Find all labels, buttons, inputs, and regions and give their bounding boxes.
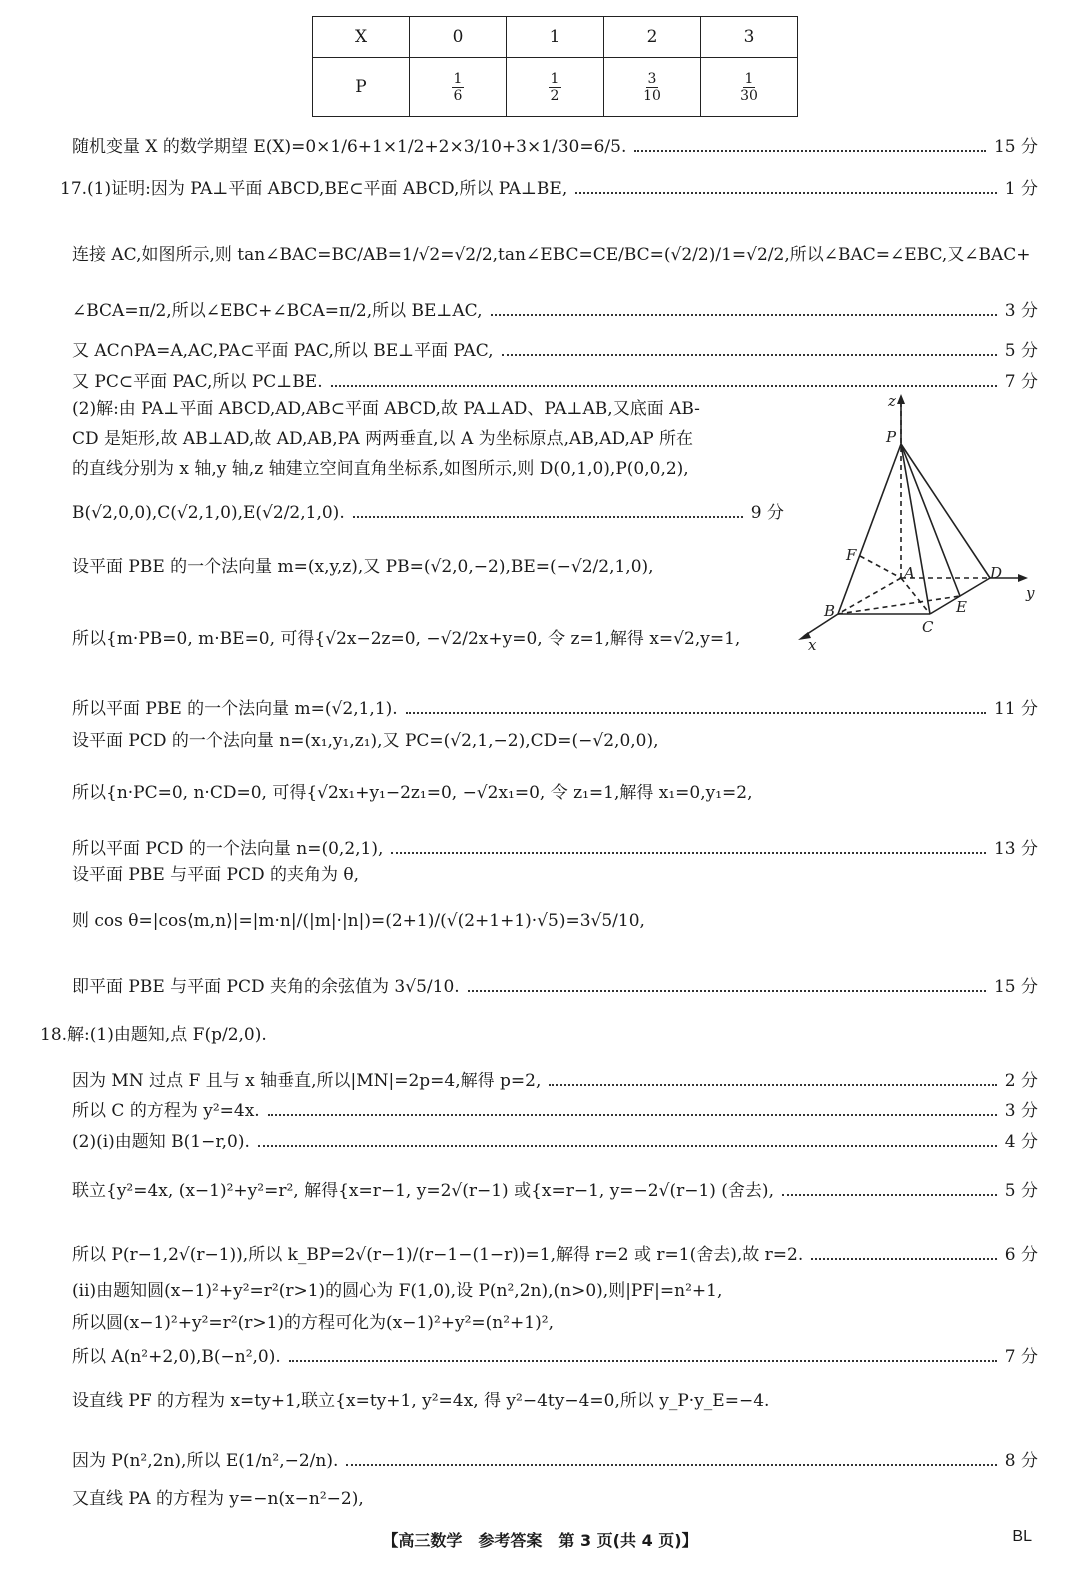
footer-tag: BL: [1012, 1528, 1032, 1545]
answer-line: 联立{y²=4x, (x−1)²+y²=r², 解得{x=r−1, y=2√(r−1) 或{x=r−1, y=−2√(r−1) (舍去), 5 分: [72, 1176, 1038, 1201]
label-x: x: [808, 636, 817, 654]
table-header-cell: X: [313, 17, 410, 58]
answer-line: (ⅱ)由题知圆(x−1)²+y²=r²(r>1)的圆心为 F(1,0),设 P(n²,2n),(n>0),则|PF|=n²+1,: [72, 1281, 723, 1301]
z-arrow: [897, 394, 905, 404]
table-header-cell: 1: [507, 17, 604, 58]
page-footer: 【高三数学 参考答案 第 3 页(共 4 页)】: [382, 1531, 698, 1550]
table-header-cell: 0: [410, 17, 507, 58]
answer-line: 所以{m·PB=0, m·BE=0, 可得{√2x−2z=0, −√2/2x+y=0, 令 z=1,解得 x=√2,y=1,: [72, 629, 741, 649]
score-label: 13 分: [993, 839, 1038, 859]
answer-line: 连接 AC,如图所示,则 tan∠BAC=BC/AB=1/√2=√2/2,tan∠EBC=CE/BC=(√2/2)/1=√2/2,所以∠BAC=∠EBC,又∠BAC+: [72, 245, 1031, 265]
label-E: E: [956, 598, 967, 616]
answer-line: ∠BCA=π/2,所以∠EBC+∠BCA=π/2,所以 BE⊥AC, 3 分: [72, 296, 1038, 321]
table-cell: $\frac{1}{6}$: [410, 58, 507, 117]
score-label: 15 分: [993, 137, 1038, 157]
answer-line: 设平面 PBE 与平面 PCD 的夹角为 θ,: [72, 865, 360, 885]
segment-AC: [901, 578, 930, 614]
score-label: 9 分: [750, 503, 784, 523]
score-label: 15 分: [993, 977, 1038, 997]
score-label: 7 分: [1004, 372, 1038, 392]
score-label: 8 分: [1004, 1451, 1038, 1471]
answer-line: 又 PC⊂平面 PAC,所以 PC⊥BE. 7 分: [72, 367, 1038, 392]
label-y: y: [1026, 584, 1035, 602]
table-row-label: P: [313, 58, 410, 117]
score-label: 3 分: [1004, 301, 1038, 321]
label-B: B: [824, 602, 836, 620]
answer-line: 又 AC∩PA=A,AC,PA⊂平面 PAC,所以 BE⊥平面 PAC, 5 分: [72, 336, 1038, 361]
answer-line: 设直线 PF 的方程为 x=ty+1,联立{x=ty+1, y²=4x, 得 y²−4ty−4=0,所以 y_P·y_E=−4.: [72, 1391, 770, 1411]
score-label: 5 分: [1004, 1181, 1038, 1201]
answer-line: 的直线分别为 x 轴,y 轴,z 轴建立空间直角坐标系,如图所示,则 D(0,1,0),P(0,0,2),: [72, 459, 689, 479]
table-cell: $\frac{1}{2}$: [507, 58, 604, 117]
answer-line: 所以圆(x−1)²+y²=r²(r>1)的方程可化为(x−1)²+y²=(n²+1)²,: [72, 1313, 554, 1333]
segment-FA: [860, 556, 901, 578]
answer-line: 所以 C 的方程为 y²=4x. 3 分: [72, 1096, 1038, 1121]
answer-line: B(√2,0,0),C(√2,1,0),E(√2/2,1,0). 9 分: [72, 498, 784, 523]
table-cell: $\frac{3}{10}$: [604, 58, 701, 117]
answer-line: 又直线 PA 的方程为 y=−n(x−n²−2),: [72, 1489, 364, 1509]
score-label: 2 分: [1004, 1071, 1038, 1091]
label-C: C: [922, 618, 934, 636]
table-header-cell: 3: [701, 17, 798, 58]
segment-BE: [838, 596, 960, 614]
answer-line: 17.(1)证明:因为 PA⊥平面 ABCD,BE⊂平面 ABCD,所以 PA⊥BE, 1 分: [60, 174, 1038, 199]
score-label: 6 分: [1004, 1245, 1038, 1265]
label-A: A: [904, 564, 915, 582]
answer-line: 所以平面 PBE 的一个法向量 m=(√2,1,1). 11 分: [72, 694, 1038, 719]
answer-line: 所以{n·PC=0, n·CD=0, 可得{√2x₁+y₁−2z₁=0, −√2x₁=0, 令 z₁=1,解得 x₁=0,y₁=2,: [72, 783, 753, 803]
score-label: 3 分: [1004, 1101, 1038, 1121]
answer-line: 所以 A(n²+2,0),B(−n²,0). 7 分: [72, 1342, 1038, 1367]
answer-line: 设平面 PCD 的一个法向量 n=(x₁,y₁,z₁),又 PC=(√2,1,−2),CD=(−√2,0,0),: [72, 731, 659, 751]
score-label: 1 分: [1004, 179, 1038, 199]
answer-line: 所以平面 PCD 的一个法向量 n=(0,2,1), 13 分: [72, 834, 1038, 859]
answer-line: 即平面 PBE 与平面 PCD 夹角的余弦值为 3√5/10. 15 分: [72, 972, 1038, 997]
pyramid-figure: [790, 388, 1040, 658]
answer-line: 所以 P(r−1,2√(r−1)),所以 k_BP=2√(r−1)/(r−1−(1−r))=1,解得 r=2 或 r=1(舍去),故 r=2. 6 分: [72, 1240, 1038, 1265]
label-D: D: [990, 564, 1003, 582]
score-label: 4 分: [1004, 1132, 1038, 1152]
score-label: 5 分: [1004, 341, 1038, 361]
answer-line: (2)(ⅰ)由题知 B(1−r,0). 4 分: [72, 1127, 1038, 1152]
answer-line: 随机变量 X 的数学期望 E(X)=0×1/6+1×1/2+2×3/10+3×1/30=6/5. 15 分: [72, 132, 1038, 157]
answer-line: 因为 MN 过点 F 且与 x 轴垂直,所以|MN|=2p=4,解得 p=2, 2 分: [72, 1066, 1038, 1091]
table-cell: $\frac{1}{30}$: [701, 58, 798, 117]
distribution-table: [312, 16, 798, 117]
answer-line: (2)解:由 PA⊥平面 ABCD,AD,AB⊂平面 ABCD,故 PA⊥AD、PA⊥AB,又底面 AB-: [72, 399, 700, 419]
answer-line: 设平面 PBE 的一个法向量 m=(x,y,z),又 PB=(√2,0,−2),BE=(−√2/2,1,0),: [72, 557, 654, 577]
y-arrow: [1018, 574, 1028, 582]
score-label: 7 分: [1004, 1347, 1038, 1367]
label-F: F: [846, 546, 857, 564]
answer-line: 因为 P(n²,2n),所以 E(1/n²,−2/n). 8 分: [72, 1446, 1038, 1471]
score-label: 11 分: [993, 699, 1038, 719]
label-z: z: [888, 392, 896, 410]
answer-line: CD 是矩形,故 AB⊥AD,故 AD,AB,PA 两两垂直,以 A 为坐标原点,AB,AD,AP 所在: [72, 429, 694, 449]
answer-line: 则 cos θ=|cos⟨m,n⟩|=|m·n|/(|m|·|n|)=(2+1)/(√(2+1+1)·√5)=3√5/10,: [72, 911, 645, 931]
answer-line: 18.解:(1)由题知,点 F(p/2,0).: [40, 1025, 267, 1045]
edge-PC: [901, 444, 930, 614]
table-header-cell: 2: [604, 17, 701, 58]
edge-PB: [838, 444, 901, 614]
label-P: P: [886, 428, 897, 446]
